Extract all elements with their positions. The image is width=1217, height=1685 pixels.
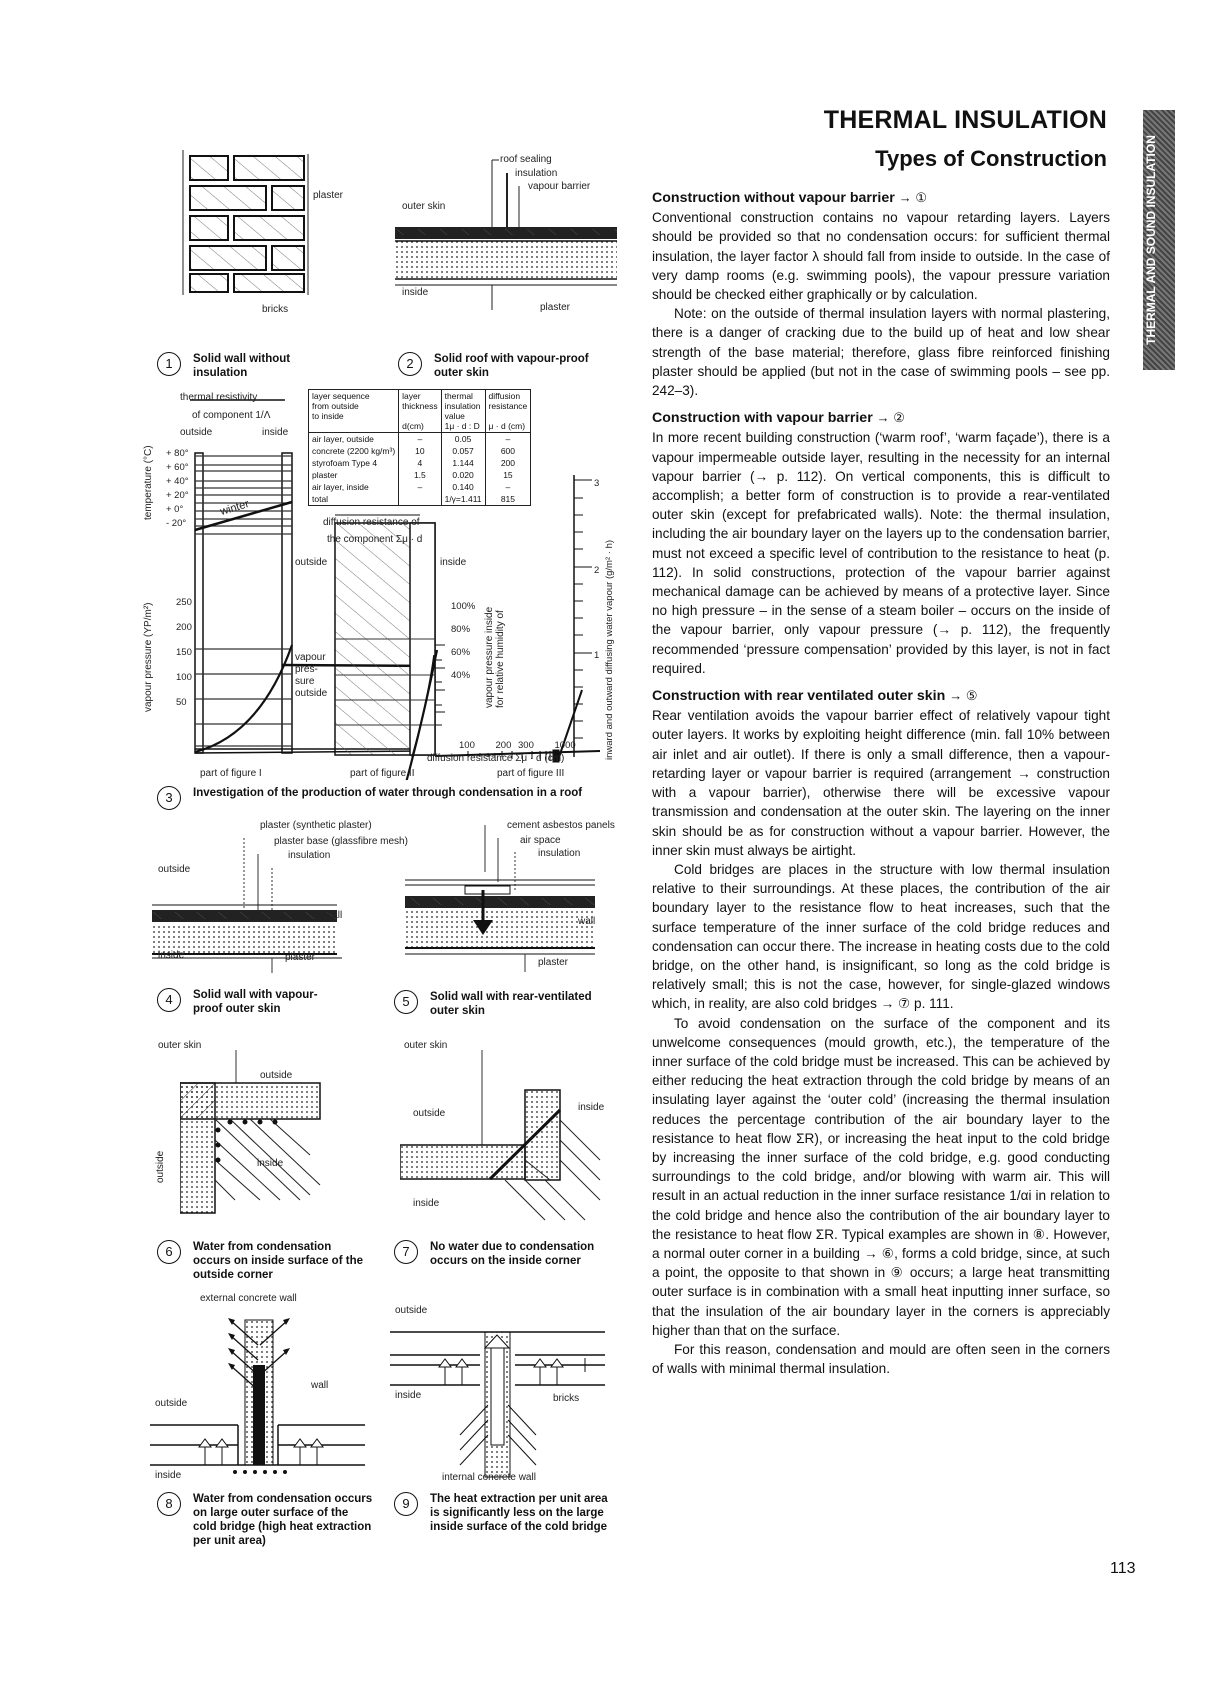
col-header: diffusion resistance μ · d (cm) <box>485 390 531 433</box>
label-plaster-base: plaster base (glassfibre mesh) <box>274 836 408 847</box>
label-outside: outside <box>395 1305 428 1316</box>
layer-table <box>308 389 531 506</box>
axis-label-temperature: temperature (°C) <box>143 445 154 520</box>
figure-7-caption: 7 No water due to condensation occurs on the inside corner <box>430 1240 615 1268</box>
label-plaster-synthetic: plaster (synthetic plaster) <box>260 820 372 831</box>
label-internal-wall: internal concrete wall <box>442 1472 536 1483</box>
figure-1-brick-wall <box>180 150 330 305</box>
rh-ticks: 100% 80% 60% 40% <box>451 601 476 681</box>
paragraph: Rear ventilation avoids the vapour barrier effect of relatively vapour tight outer layers. It works by exploiting height difference (min. fall 10% between air inlet and air outlet). If there is only a small difference, then a vapour-retarding layer or vapour barrier is required (arrangement → construction with a vapour barrier), otherwise there will be excessive vapour transmission and condensation at the outer skin. The layering on the inner skin should be as for construction without a vapour barrier. However, the inner skin must always be airtight. <box>652 708 1110 858</box>
figure-6-caption: 6 Water from condensation occurs on inside surface of the outside corner <box>193 1240 363 1282</box>
label-inside: inside <box>262 427 289 438</box>
label-outer-skin: outer skin <box>158 1040 202 1051</box>
vp-ticks: 250 200 150 100 50 <box>176 597 192 708</box>
label-outside: outside <box>180 427 213 438</box>
figure-6-outside-corner <box>180 1050 330 1215</box>
figure-8-caption: 8 Water from condensation occurs on large outer surface of the cold bridge (high heat extraction per unit area) <box>193 1492 373 1548</box>
label-outside: outside <box>413 1108 446 1119</box>
figure-2-roof-section <box>395 155 620 310</box>
label-bricks: bricks <box>553 1393 580 1404</box>
label-wall: wall <box>578 916 596 927</box>
label-diffusion-resistance: diffusion resistance of <box>323 517 420 528</box>
label-part-2: part of figure II <box>350 768 415 779</box>
label-plaster: plaster <box>538 957 569 968</box>
label-inside-2: inside <box>440 557 467 568</box>
label-outside: outside <box>155 1398 188 1409</box>
page-title: THERMAL INSULATION <box>823 106 1107 134</box>
label-air-space: air space <box>520 835 561 846</box>
paragraph: Conventional construction contains no vapour retarding layers. Layers should be provided so that no condensation occurs: for sufficient thermal insulation, the layer factor λ should fall from inside to outside. In the case of very damp rooms (e.g. swimming pools), the vapour pressure variation should be checked either graphically or by calculation. <box>652 210 1110 303</box>
label-cement-panels: cement asbestos panels <box>507 820 615 831</box>
table-row: concrete (2200 kg/m³) 10 0.057 600 <box>309 445 531 457</box>
label-inside: inside <box>413 1198 440 1209</box>
right-tick-3: 3 <box>594 478 600 489</box>
section-no-vapour-barrier <box>652 188 1110 400</box>
label-the-component: the component Σμ · d <box>327 534 423 545</box>
label-thermal-resistivity: thermal resistivity <box>180 392 258 403</box>
right-tick-1: 1 <box>594 650 600 661</box>
figure-8-cold-bridge-external <box>150 1315 370 1475</box>
label-inside: inside <box>158 950 185 961</box>
right-tick-2: 2 <box>594 565 600 576</box>
label-vapour-barrier: vapour barrier <box>528 181 591 192</box>
table-row: total 1/γ=1.411 815 <box>309 493 531 506</box>
figure-1-caption: 1 Solid wall without insulation <box>193 352 343 380</box>
label-outside: outside <box>158 864 191 875</box>
label-part-3: part of figure III <box>497 768 565 779</box>
label-inside: inside <box>257 1158 284 1169</box>
page-number: 113 <box>1110 1560 1136 1577</box>
section-heading: Construction with rear ventilated outer skin → ⑤ <box>652 688 978 705</box>
col-header: layer sequence from outside to inside <box>309 390 399 433</box>
section-heading: Construction with vapour barrier → ② <box>652 410 905 427</box>
label-vapour-pressure-outside: vapour pres- sure outside <box>295 652 328 699</box>
label-winter: winter <box>218 497 251 519</box>
figure-5-caption: 5 Solid wall with rear-ventilated outer skin <box>430 990 600 1018</box>
axis-label-rh: vapour pressure inside for relative humidity of <box>484 606 506 708</box>
chapter-tab-label: THERMAL AND SOUND INSULATION <box>1144 135 1158 345</box>
table-row: air layer, inside – 0.140 – <box>309 481 531 493</box>
figure-9-caption: 9 The heat extraction per unit area is significantly less on the large inside surface of the cold bridge <box>430 1492 610 1534</box>
table-row: styrofoam Type 4 4 1.144 200 <box>309 457 531 469</box>
figure-4-caption: 4 Solid wall with vapour-proof outer skin <box>193 988 343 1016</box>
label-outside-vertical: outside <box>155 1150 166 1183</box>
label-wall: wall <box>325 910 343 921</box>
diffusion-ticks: 100 200 300 1000 <box>459 740 576 751</box>
label-plaster: plaster <box>285 952 316 963</box>
col-header: layer thickness d(cm) <box>399 390 441 433</box>
label-insulation: insulation <box>538 848 581 859</box>
table-row: plaster 1.5 0.020 15 <box>309 469 531 481</box>
paragraph: Note: on the outside of thermal insulation layers with normal plastering, there is a danger of cracking due to the build up of heat and low shear strength of the base material; therefore, glass fibre reinforced finishing plaster should be applied (but not in the case of swimming pools – see pp. 242–3). <box>652 306 1110 399</box>
section-vapour-barrier <box>652 408 1110 678</box>
section-heading: Construction without vapour barrier → ① <box>652 190 928 206</box>
label-wall: wall <box>311 1380 329 1391</box>
temp-ticks: + 80° + 60° + 40° + 20° + 0° - 20° <box>166 448 189 529</box>
paragraph: To avoid condensation on the surface of the component and its unwelcome consequences (mould growth, etc.), the temperature of the inner surface of the cold bridge must be increased. This can be achieved by either reducing the heat extraction through the cold bridge by means of an insulating layer against the ‘outer cold’ (increasing the thermal insulation reduces the percentage contribution of the air boundary layer to the resistance to heat flow ΣR), or increasing the heat input to the cold bridge by increasing the inner surface of the cold bridge, e.g. good conducting surroundings to the cold bridge, and/or blowing with warm air. This will result in an actual reduction in the inner surface resistance 1/αi in relation to the cold bridge and hence also the contribution of the air boundary layer to the resistance to heat flow ΣR. Typical examples are shown in ⑧. However, a normal outer corner in a building → ⑥, forms a cold bridge, since, at such a point, the opposite to that shown in ⑨ occurs; a large heat transmitting outer surface is in combination with a small heat inputting inner surface, so that the insulation of the air boundary layer in the corners is appreciably higher than that on the surface. <box>652 1015 1110 1338</box>
label-outside-2: outside <box>295 557 328 568</box>
axis-label-water-vapour: inward and outward diffusing water vapour (g/m² · h) <box>604 539 615 760</box>
body-text-column <box>652 188 1110 1386</box>
label-inside: inside <box>395 1390 422 1401</box>
label-of-component: of component 1/Λ <box>192 410 271 421</box>
figure-3-caption: 3 Investigation of the production of water through condensation in a roof <box>193 786 613 800</box>
section-rear-ventilated <box>652 686 1110 1378</box>
label-roof-sealing: roof sealing <box>500 154 552 165</box>
axis-label-vapour-pressure: vapour pressure (YP/m²) <box>143 602 154 712</box>
figure-2-caption: 2 Solid roof with vapour-proof outer skin <box>434 352 604 380</box>
label-inside: inside <box>402 287 429 298</box>
label-outside: outside <box>260 1070 293 1081</box>
page-subtitle: Types of Construction <box>875 146 1107 171</box>
col-header: thermal insulation value 1μ · d : D <box>441 390 485 433</box>
figure-5-wall-section <box>405 820 605 980</box>
label-inside-right: inside <box>578 1102 605 1113</box>
label-outer-skin: outer skin <box>402 201 446 212</box>
label-part-1: part of figure I <box>200 768 262 779</box>
label-plaster: plaster <box>540 302 571 313</box>
label-insulation: insulation <box>288 850 331 861</box>
paragraph: In more recent building construction (‘warm roof’, ‘warm façade’), there is a vapour impermeable outside layer, resulting in the necessity for an internal vapour barrier (→ p. 112). On vertical components, this is difficult to accomplish; a better form of construction is to provide a rear-ventilated outer skin (except for prefabricated walls). Note: the thermal insulation, including the air boundary layer on the layers up to the condensation barrier, must not exceed a specific level of contribution to the resistance to heat (p. 112). In solid constructions, protection of the vapour barrier against mechanical damage can be achieved by means of a protective layer. Since no high pressure – in the sense of a steam boiler – occurs on the inside of the vapour barrier, only vapour pressure (→ p. 112), the frequently recommended ‘pressure compensation’ provided by this layer, is not in fact required. <box>652 430 1110 676</box>
axis-label-diffusion: diffusion resistance Σμ · d (cm) <box>427 753 565 764</box>
label-plaster: plaster <box>313 190 344 201</box>
table-row: air layer, outside – 0.05 – <box>309 433 531 446</box>
label-insulation: insulation <box>515 168 558 179</box>
paragraph: For this reason, condensation and mould are often seen in the corners of walls with minimal thermal insulation. <box>652 1341 1110 1377</box>
label-bricks: bricks <box>262 304 289 315</box>
paragraph: Cold bridges are places in the structure with low thermal insulation relative to their surroundings. At these places, the contribution of the air boundary layer to the resistance flow to heat increases, such that the surface temperature of the inner surface of the cold bridge reduces and condensation can occur there. The increase in heating costs due to the cold bridge, on the other hand, is insignificant, so long as the cold bridge is relatively small; this is not the case, however, for single-glazed windows which, in reality, are also cold bridges → ⑦ p. 111. <box>652 861 1110 1012</box>
label-external-wall: external concrete wall <box>200 1293 297 1304</box>
chapter-tab <box>1143 110 1175 370</box>
label-inside: inside <box>155 1470 182 1481</box>
label-outer-skin: outer skin <box>404 1040 448 1051</box>
